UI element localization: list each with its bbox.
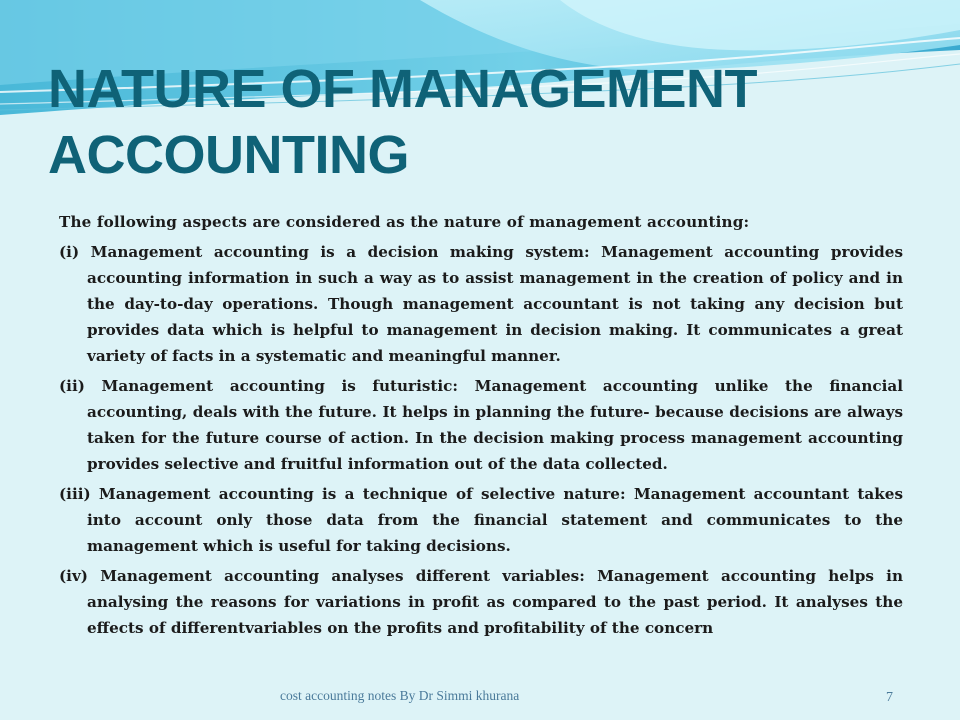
slide-body <box>59 209 903 645</box>
list-item: (i) Management accounting is a decision making system: Management accounting provides accounting information in such a way as to assist management in the creation of policy and in the day-to-day operations. Though management accountant is not taking any decision but provides data which is helpful to management in decision making. It communicates a great variety of facts in a systematic and meaningful manner. <box>59 243 903 365</box>
list-item: (ii) Management accounting is futuristic: Management accounting unlike the financial accounting, deals with the future. It helps in planning the future- because decisions are always taken for the future course of action. In the decision making process management accounting provides selective and fruitful information out of the data collected. <box>59 377 903 473</box>
page-number: 7 <box>886 690 893 705</box>
list-item: (iii) Management accounting is a technique of selective nature: Management accountant takes into account only those data from the financial statement and communicates to the management which is useful for taking decisions. <box>59 485 903 555</box>
intro-text: The following aspects are considered as the nature of management accounting: <box>59 213 750 231</box>
footer-text: cost accounting notes By Dr Simmi khurana <box>280 688 520 703</box>
list-item: (iv) Management accounting analyses different variables: Management accounting helps in analysing the reasons for variations in profit as compared to the past period. It analyses the effects of differentvariables on the profits and profitability of the concern <box>59 567 903 637</box>
slide-title: NATURE OF MANAGEMENT ACCOUNTING <box>48 59 757 185</box>
